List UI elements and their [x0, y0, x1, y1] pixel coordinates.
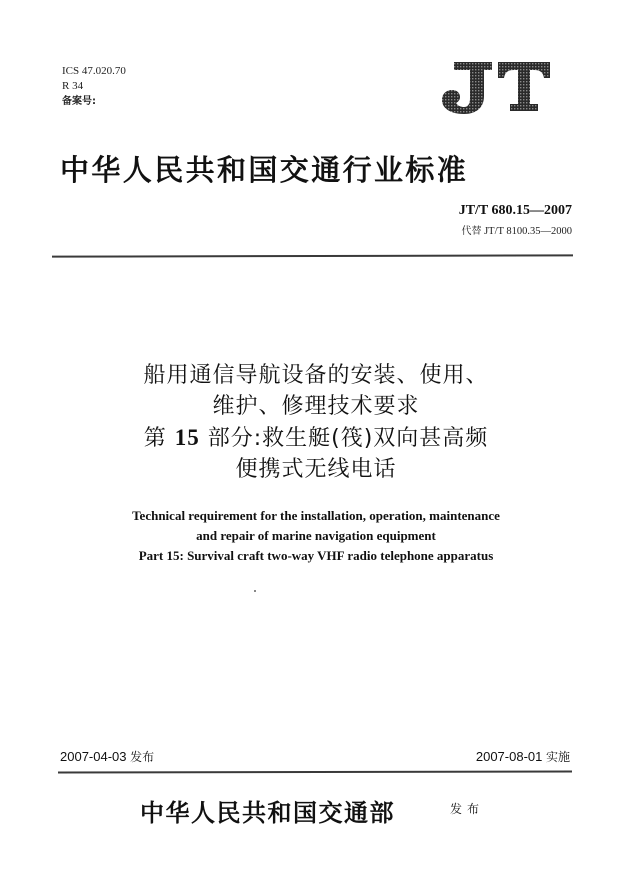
title-en-line-3: Part 15: Survival craft two-way VHF radio telephone apparatus	[138, 548, 494, 563]
document-title-cn	[0, 360, 632, 485]
title-cn-line-2: 维护、修理技术要求	[212, 394, 420, 419]
title-cn-line-1: 船用通信导航设备的安装、使用、	[143, 363, 489, 388]
implementation-date-value: 2007-08-01	[475, 749, 543, 764]
part-number: 15	[174, 425, 200, 450]
issue-date-label: 发布	[130, 750, 155, 764]
scan-speck	[254, 590, 256, 592]
implementation-date-label: 实施	[545, 750, 570, 764]
header-divider	[52, 254, 573, 257]
title-cn-line-4: 便携式无线电话	[235, 457, 397, 482]
replaces-label: 代替	[461, 226, 482, 237]
implementation-date	[476, 748, 570, 765]
replaces-number: JT/T 8100.35—2000	[484, 226, 572, 237]
issue-date-value: 2007-04-03	[60, 749, 127, 764]
title-en-line-2: and repair of marine navigation equipment	[196, 528, 436, 543]
issue-date	[60, 748, 154, 765]
footer-divider	[58, 770, 572, 773]
document-title-en	[0, 506, 632, 566]
ics-code: ICS 47.020.70	[62, 65, 126, 77]
ccs-code: R 34	[62, 80, 84, 92]
record-number-label: 备案号:	[62, 96, 96, 107]
title-en-line-1: Technical requirement for the installation, operation, maintenance	[132, 508, 500, 523]
replaces-standard	[461, 222, 572, 237]
part-prefix: 第	[143, 426, 167, 451]
issuing-authority: 中华人民共和国交通部	[140, 798, 395, 827]
title-cn-line-3	[0, 422, 632, 454]
part-title: 部分:救生艇(筏)双向甚高频	[207, 426, 489, 451]
standard-number: JT/T 680.15—2007	[458, 203, 572, 218]
jt-logo-icon	[436, 54, 554, 114]
industry-standard-title: 中华人民共和国交通行业标准	[60, 153, 469, 187]
classification-block	[62, 64, 126, 109]
issuing-action: 发布	[450, 802, 485, 816]
